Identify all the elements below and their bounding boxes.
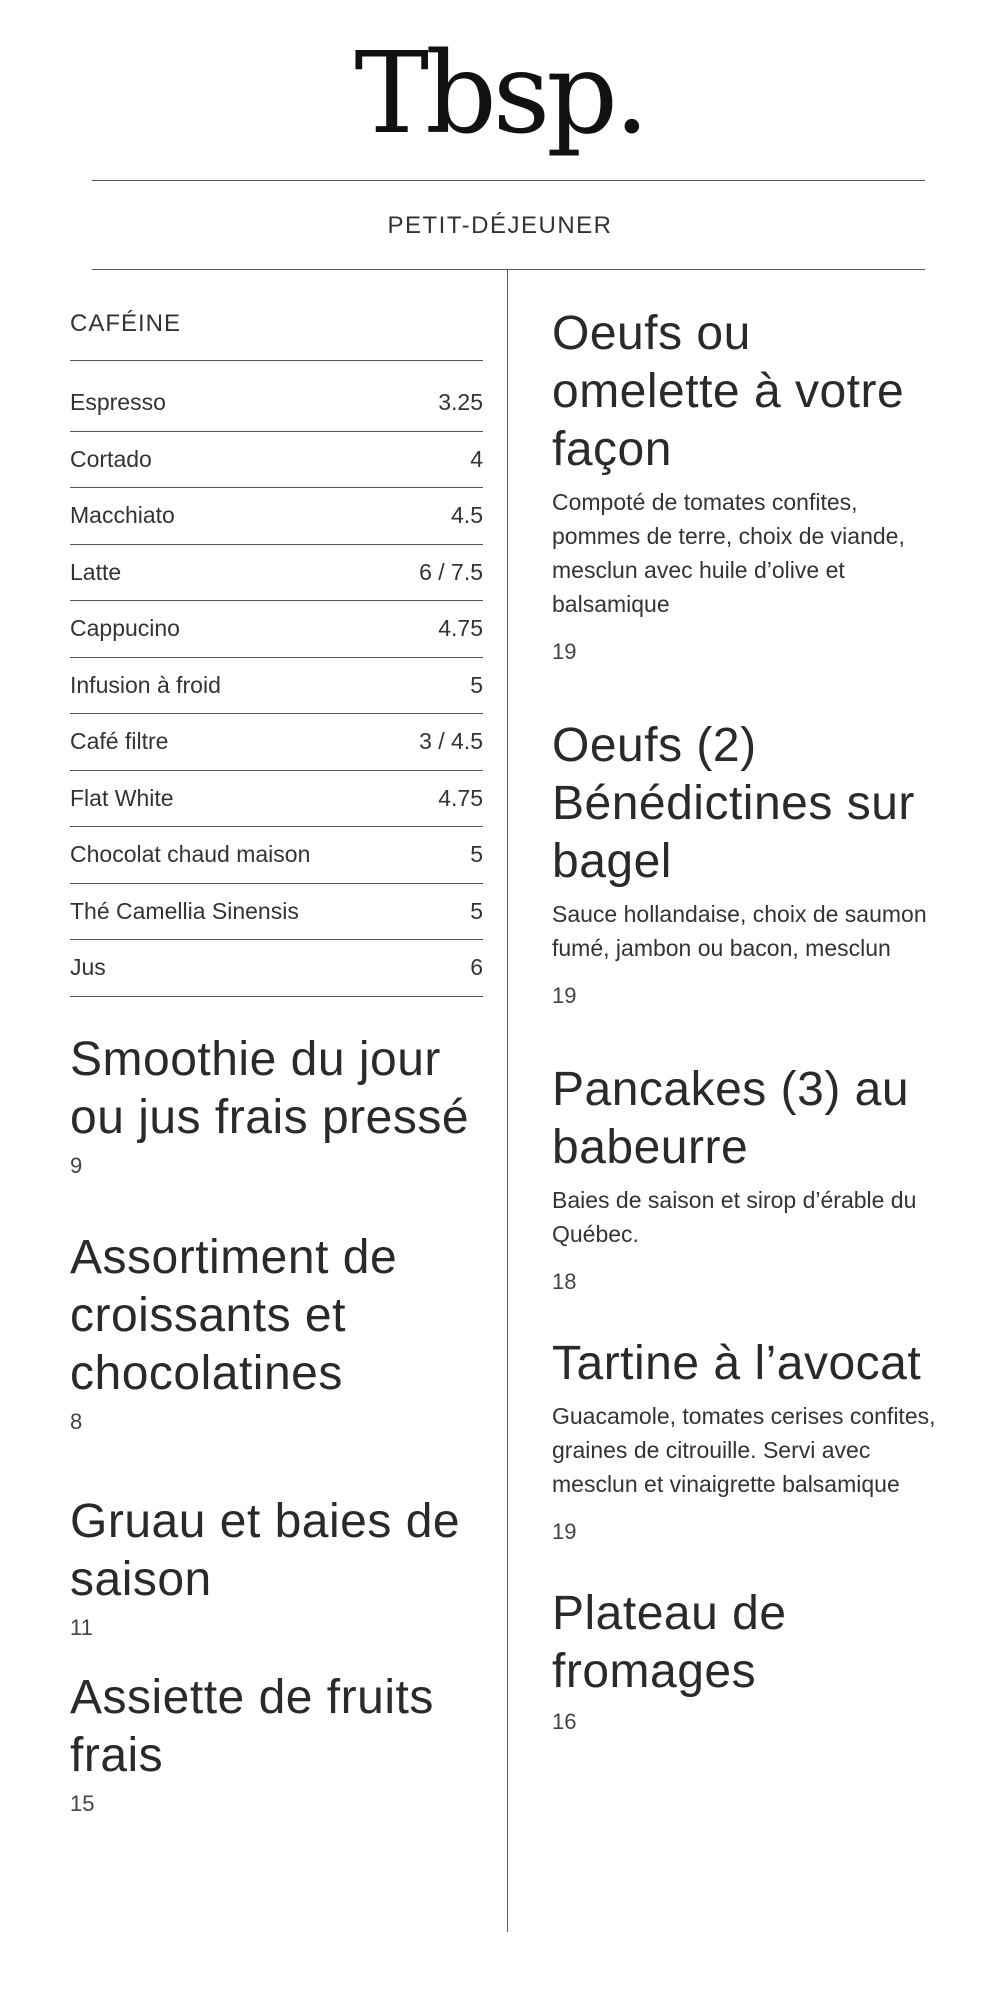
drink-row [70, 884, 483, 941]
menu-item [70, 1229, 483, 1435]
menu-item [70, 1031, 483, 1179]
menu-item [552, 1585, 952, 1735]
drink-price: 5 [470, 671, 483, 698]
drink-price: 6 [470, 954, 483, 981]
logo: Tbsp. [354, 29, 646, 159]
drink-price: 5 [470, 897, 483, 924]
drink-row [70, 658, 483, 715]
drink-name: Latte [70, 558, 122, 585]
section-divider [92, 269, 925, 270]
drink-row [70, 601, 483, 658]
menu-item-title: Smoothie du jour ou jus frais pressé [70, 1032, 470, 1144]
drink-row [70, 375, 483, 432]
drink-name: Macchiato [70, 502, 175, 529]
menu-item-title: Gruau et baies de saison [70, 1494, 461, 1606]
menu-item-price: 8 [70, 1408, 83, 1434]
menu-item-title: Pancakes (3) au babeurre [552, 1063, 910, 1174]
menu-item [70, 1669, 483, 1817]
drink-name: Thé Camellia Sinensis [70, 897, 299, 924]
drinks-list [70, 375, 483, 997]
drink-name: Infusion à froid [70, 671, 221, 698]
menu-item-price: 11 [70, 1614, 93, 1640]
menu-item-price: 15 [70, 1790, 95, 1816]
menu-item-description: Compoté de tomates confites, pommes de terre, choix de viande, mesclun avec huile d’olive et balsamique [552, 489, 905, 617]
menu-item-title: Plateau de fromages [552, 1587, 787, 1698]
menu-item-description: Guacamole, tomates cerises confites, graines de citrouille. Servi avec mesclun et vinaigrette balsamique [552, 1403, 936, 1497]
menu-item [552, 305, 952, 665]
drink-row [70, 827, 483, 884]
drink-name: Espresso [70, 389, 166, 416]
drink-row [70, 940, 483, 997]
left-column [70, 310, 483, 1817]
menu-item-title: Oeufs (2) Bénédictines sur bagel [552, 719, 915, 888]
drink-name: Jus [70, 954, 106, 981]
menu-item-price: 9 [70, 1152, 83, 1178]
drink-name: Cappucino [70, 615, 180, 642]
menu-item-title: Assortiment de croissants et chocolatines [70, 1230, 398, 1400]
right-column [552, 305, 952, 1735]
drink-name: Café filtre [70, 728, 169, 755]
drink-price: 6 / 7.5 [419, 558, 483, 585]
menu-item-price: 19 [552, 983, 577, 1008]
drink-name: Chocolat chaud maison [70, 841, 311, 868]
drink-price: 3 / 4.5 [419, 728, 483, 755]
drink-price: 4 [470, 445, 483, 472]
drink-row [70, 714, 483, 771]
drink-price: 3.25 [438, 389, 483, 416]
menu-item-title: Assiette de fruits frais [70, 1670, 434, 1782]
menu-item [552, 717, 952, 1009]
drink-row [70, 488, 483, 545]
drink-row [70, 545, 483, 602]
menu-item-price: 16 [552, 1709, 577, 1734]
drinks-heading: CAFÉINE [70, 310, 182, 337]
menu-item-description: Sauce hollandaise, choix de saumon fumé, jambon ou bacon, mesclun [552, 901, 927, 961]
drink-row [70, 432, 483, 489]
menu-item [70, 1493, 483, 1641]
column-divider [507, 269, 508, 1932]
menu-item-description: Baies de saison et sirop d’érable du Québec. [552, 1187, 917, 1247]
menu-item-title: Tartine à l’avocat [552, 1337, 922, 1390]
drink-name: Cortado [70, 445, 152, 472]
menu-item-price: 18 [552, 1269, 577, 1294]
menu-item-price: 19 [552, 639, 577, 664]
header-divider [92, 180, 925, 181]
drink-name: Flat White [70, 784, 174, 811]
drink-price: 4.75 [438, 784, 483, 811]
menu-item-price: 19 [552, 1519, 577, 1544]
menu-item [552, 1335, 952, 1545]
section-title: PETIT-DÉJEUNER [387, 212, 613, 239]
drink-price: 4.75 [438, 615, 483, 642]
drink-price: 4.5 [451, 502, 483, 529]
drink-row [70, 771, 483, 828]
menu-item [552, 1061, 952, 1295]
drinks-heading-divider [70, 360, 483, 361]
menu-item-title: Oeufs ou omelette à votre façon [552, 307, 905, 476]
drink-price: 5 [470, 841, 483, 868]
